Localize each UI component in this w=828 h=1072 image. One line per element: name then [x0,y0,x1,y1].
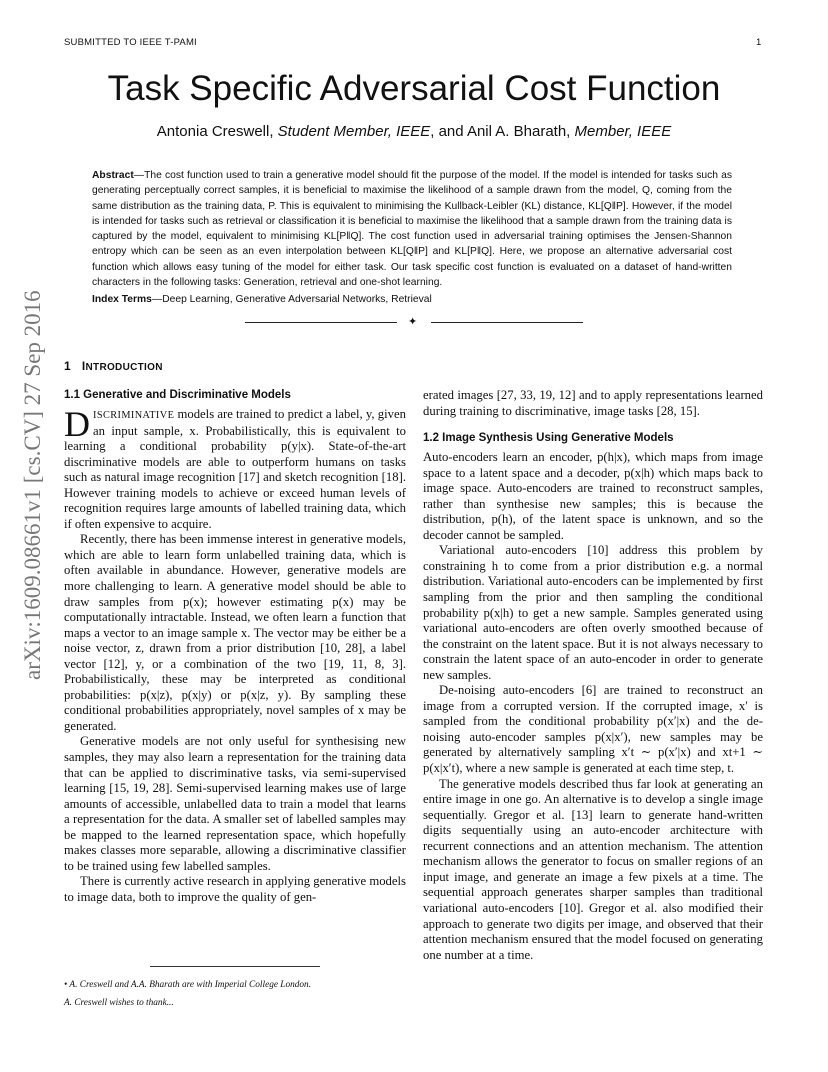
paragraph: There is currently active research in applying generative models to image data, both to improve the quality of gen- [64,874,406,904]
opening-word: ISCRIMINATIVE [93,410,175,421]
separator-diamond-icon: ✦ [408,316,418,328]
index-terms-label: Index Terms [92,294,152,305]
index-terms-text: —Deep Learning, Generative Adversarial Networks, Retrieval [151,294,432,305]
author-1-name: Antonia Creswell, [156,123,278,140]
paragraph [64,404,406,532]
left-column [64,388,406,906]
abstract-label: Abstract [92,170,134,181]
paper-title: Task Specific Adversarial Cost Function [107,69,721,108]
right-column [423,388,763,963]
section-number: 1 [64,359,71,373]
drop-cap: D [64,404,90,444]
section-title-rest: NTRODUCTION [85,362,163,373]
section-separator [245,316,583,330]
paragraph: De-noising auto-encoders [6] are trained to reconstruct an image from a corrupted version. If the corrupted image, x′ is sampled from the conditional probability p(x′|x) and the de-noising auto-encoder samples p(x|x′), new samples may be generated by alternatively sampling x′t ∼ p(x′|x) and xt+1 ∼ p(x|x′t), where a new sample is generated at each time step, t. [423,683,763,776]
paragraph: Variational auto-encoders [10] address this problem by constraining h to come from a prior distribution e.g. a normal distribution. Variational auto-encoders can be implemented by first sampling from the prior and then sampling the conditional probability p(x|h) to get a new sample. Samples generated using variational auto-encoders are often overly smoothed because of the constraint on the latent space. But it is not always necessary to constrain the latent space of an auto-encoder in order to generate new samples. [423,543,763,682]
abstract-text: —The cost function used to train a generative model should fit the purpose of the model. If the model is intended for tasks such as generating perceptually correct samples, it is beneficial to maximise the likelihood of a sample drawn from the model, Q, coming from the same distribution as the training data, P. This is equivalent to minimising the Kullback-Leibler (KL) distance, KL[Q‖P]. However, if the model is intended for tasks such as retrieval or classification it is beneficial to maximise the likelihood that a sample drawn from the training data is captured by the model, equivalent to minimising KL[P‖Q]. The cost function used in adversarial training optimises the Jensen-Shannon entropy which can be seen as an even interpolation between KL[Q‖P] and KL[P‖Q]. Here, we propose an alternative adversarial cost function which allows easy tuning of the model for either task. Our task specific cost function is evaluated on a dataset of hand-written characters in the following tasks: Generation, retrieval and one-shot learning. [92,170,732,289]
paragraph: The generative models described thus far look at generating an entire image in one go. An alternative is to develop a single image sequentially. Gregor et al. [13] learn to generate hand-written digits sequentially using an auto-encoder architecture with recurrent connections and an attention mechanism. The attention mechanism allows the generator to focus on smaller regions of an input image, and generate an image a few pixels at a time. The sequential approach generates sharper samples than traditional variational auto-encoders [10]. Gregor et al. also modified their approach to generate two digits per image, and observed that their attention mechanism ensured that the model focused on generating one number at a time. [423,776,763,962]
author-1-role: Student Member, IEEE [277,123,431,140]
running-header: SUBMITTED TO IEEE T-PAMI [64,37,197,48]
paragraph: Generative models are not only useful for synthesising new samples, they may also learn a representation for the training data that can be applied to discriminative tasks, via semi-supervised learning [15, 19, 28]. Semi-supervised learning makes use of large amounts of accessible, unlabelled data to train a model that learns a representation for the data. A smaller set of labelled samples may be mapped to the learned representation space, which hopefully makes classes more separable, allowing a discriminative classifier to be trained using few labelled samples. [64,734,406,873]
paragraph-text: models are trained to predict a label, y, given an input sample, x. Probabilistically, this is equivalent to learning a conditional probability p(y|x). State-of-the-art discriminative models are able to outperform humans on tasks such as natural image recognition [17] and sketch recognition [18]. However training models to achieve or exceed human levels of recognition requires large amounts of labelled training data, which if often expensive to acquire. [64,407,406,531]
author-2-role: Member, IEEE [574,123,672,140]
abstract [92,168,732,290]
footnote-affiliation: • A. Creswell and A.A. Bharath are with Imperial College London. [64,980,312,990]
author-line [0,123,828,140]
section-title-initial: I [81,359,86,373]
index-terms [92,294,732,305]
section-heading [64,359,163,373]
separator-line-right [431,322,583,323]
page-number: 1 [756,37,762,48]
author-joiner: , and Anil A. Bharath, [430,123,575,140]
footnote-rule [150,966,320,967]
paragraph: Auto-encoders learn an encoder, p(h|x), which maps from image space to a latent space and a decoder, p(x|h) which maps back to image space. Auto-encoders are trained to reconstruct samples, rather than synthesise new samples; this is because the distribution, p(h), of the latent space is unknown, and so the decoder cannot be sampled. [423,450,763,542]
paragraph: Recently, there has been immense interest in generative models, which are able to learn form unlabelled training data, which is often available in abundance. However, generative models are more challenging to learn. A generative model should be able to draw samples from p(x); however estimating p(x) may be computationally intractable. Instead, we often learn a function that maps a vector to an image sample x. The vector may be either be a noise vector, z, drawn from a prior distribution [10, 28], a label vector [12], y, or a combination of the two [19, 11, 8, 3]. Probabilistically, these may be interpreted as conditional probabilities: p(x|z), p(x|y) or p(x|z, y). By sampling these conditional probabilities appropriately, novel samples of x may be generated. [64,532,406,733]
subsection-heading-1-2: 1.2 Image Synthesis Using Generative Models [423,432,674,445]
subsection-heading-1-1: 1.1 Generative and Discriminative Models [64,389,291,401]
paragraph: erated images [27, 33, 19, 12] and to apply representations learned during training to discriminative, image tasks [28, 15]. [423,388,763,418]
arxiv-identifier-stamp[interactable]: arXiv:1609.08661v1 [cs.CV] 27 Sep 2016 [20,290,45,680]
separator-line-left [245,322,397,323]
footnote-acknowledgement: A. Creswell wishes to thank... [64,998,174,1008]
